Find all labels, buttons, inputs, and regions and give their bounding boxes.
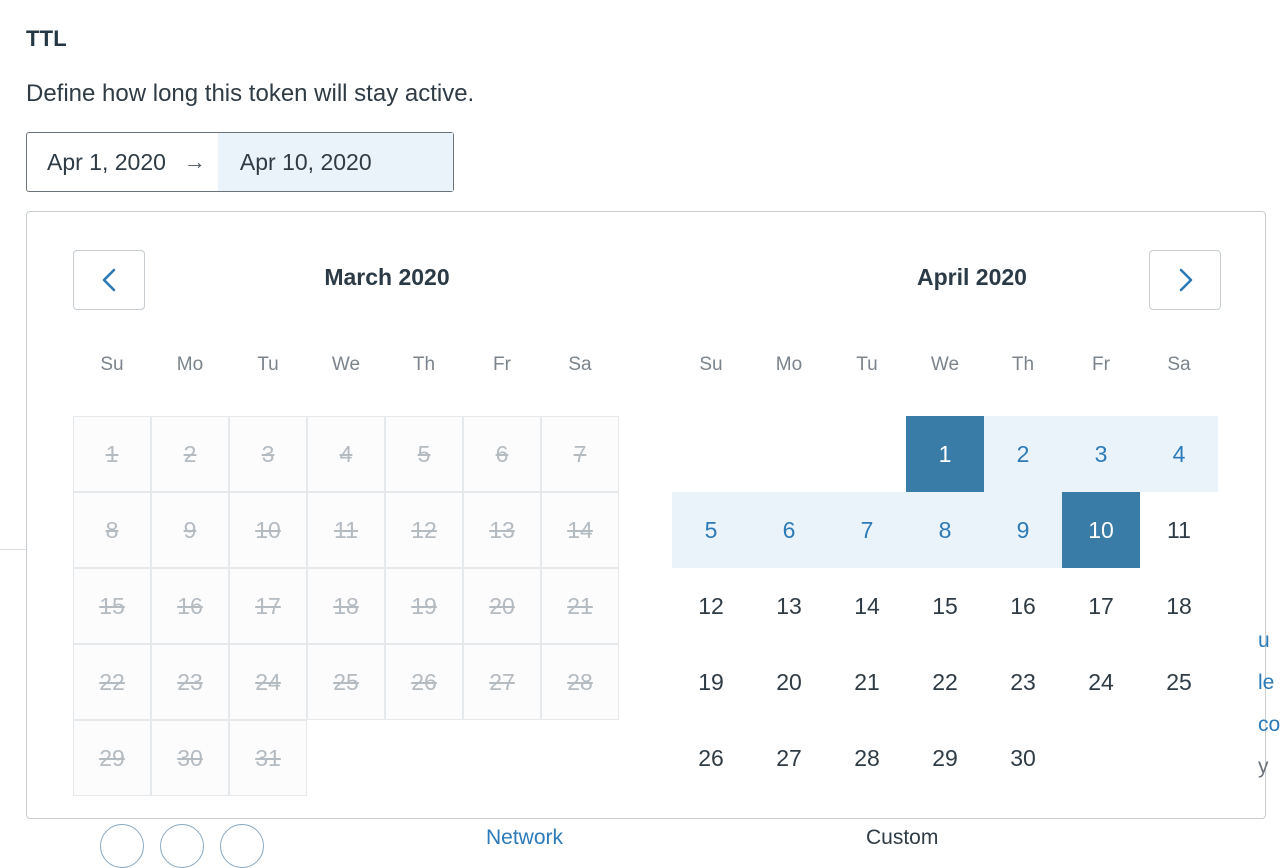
- day-cell: 29: [73, 720, 151, 796]
- background-right-column: [1258, 620, 1280, 820]
- day-cell: 2: [151, 416, 229, 492]
- background-bottom-link: Network: [486, 826, 564, 849]
- month-grid-left: [73, 340, 619, 796]
- day-cell-empty: [750, 416, 828, 492]
- day-cell[interactable]: 17: [1088, 592, 1114, 619]
- day-cell[interactable]: 2: [984, 416, 1062, 492]
- day-cell: 4: [307, 416, 385, 492]
- day-cell[interactable]: 26: [698, 744, 724, 771]
- day-cell[interactable]: 21: [854, 668, 880, 695]
- weekday-header: Tu: [856, 354, 878, 375]
- day-cell[interactable]: 11: [1167, 516, 1191, 543]
- day-cell[interactable]: 8: [906, 492, 984, 568]
- day-cell: 20: [463, 568, 541, 644]
- day-cell[interactable]: 22: [932, 668, 958, 695]
- page-title: TTL: [26, 26, 67, 51]
- day-cell[interactable]: 13: [776, 592, 802, 619]
- weekday-header: Mo: [176, 354, 204, 375]
- weekday-header: Fr: [493, 354, 511, 375]
- range-start-field[interactable]: Apr 1, 2020: [47, 148, 166, 175]
- day-cell[interactable]: 24: [1088, 668, 1114, 695]
- day-cell: 23: [151, 644, 229, 720]
- weekday-header: Sa: [1167, 354, 1191, 375]
- day-cell: 14: [541, 492, 619, 568]
- background-text-fragment: y: [1258, 755, 1269, 778]
- day-cell[interactable]: 27: [776, 744, 802, 771]
- day-cell[interactable]: 18: [1166, 592, 1192, 619]
- day-cell: 22: [73, 644, 151, 720]
- day-cell[interactable]: 6: [750, 492, 828, 568]
- background-pill: [160, 824, 204, 868]
- day-cell: 17: [229, 568, 307, 644]
- page-description: Define how long this token will stay active.: [26, 80, 475, 107]
- month-label-right: April 2020: [917, 264, 1027, 290]
- day-cell[interactable]: 30: [1010, 744, 1036, 771]
- weekday-header: Fr: [1092, 354, 1110, 375]
- day-cell: 9: [151, 492, 229, 568]
- day-cell[interactable]: 29: [932, 744, 958, 771]
- weekday-header: We: [331, 354, 361, 375]
- day-cell[interactable]: 7: [828, 492, 906, 568]
- day-cell[interactable]: 5: [672, 492, 750, 568]
- day-cell[interactable]: 9: [984, 492, 1062, 568]
- background-bottom-pills: [100, 824, 264, 868]
- day-cell: 5: [385, 416, 463, 492]
- day-cell: 13: [463, 492, 541, 568]
- background-text-fragment: co: [1258, 713, 1280, 736]
- day-cell: 21: [541, 568, 619, 644]
- day-cell: 25: [307, 644, 385, 720]
- day-cell[interactable]: 23: [1010, 668, 1036, 695]
- weekday-header: Su: [699, 354, 723, 375]
- chevron-left-icon: [100, 266, 118, 294]
- month-grid-right: [672, 340, 1218, 796]
- day-cell[interactable]: 12: [698, 592, 724, 619]
- day-cell[interactable]: 16: [1010, 592, 1036, 619]
- day-cell: 15: [73, 568, 151, 644]
- day-cell: 16: [151, 568, 229, 644]
- day-cell: 1: [73, 416, 151, 492]
- day-cell: 28: [541, 644, 619, 720]
- weekday-header: Sa: [568, 354, 592, 375]
- day-cell-empty: [672, 416, 750, 492]
- day-cell-empty: [828, 416, 906, 492]
- day-cell[interactable]: 20: [776, 668, 802, 695]
- background-pill: [100, 824, 144, 868]
- weekday-header: Tu: [257, 354, 279, 375]
- date-range-input[interactable]: [26, 132, 454, 192]
- range-end-field[interactable]: Apr 10, 2020: [218, 133, 453, 191]
- background-text-fragment: u: [1258, 629, 1270, 652]
- weekday-header: We: [930, 354, 960, 375]
- day-cell[interactable]: 14: [854, 592, 880, 619]
- day-cell[interactable]: 4: [1140, 416, 1218, 492]
- calendar-popover: [26, 211, 1266, 819]
- month-label-left: March 2020: [324, 264, 450, 290]
- day-cell: 19: [385, 568, 463, 644]
- day-cell[interactable]: 3: [1062, 416, 1140, 492]
- day-cell[interactable]: 15: [932, 592, 958, 619]
- day-cell: 3: [229, 416, 307, 492]
- day-cell[interactable]: 1: [906, 416, 984, 492]
- background-divider: [0, 549, 26, 550]
- weekday-header: Th: [412, 354, 436, 375]
- day-cell: 30: [151, 720, 229, 796]
- day-cell: 26: [385, 644, 463, 720]
- day-cell[interactable]: 25: [1166, 668, 1192, 695]
- prev-month-button[interactable]: [73, 250, 145, 310]
- day-cell: 10: [229, 492, 307, 568]
- background-text-fragment: le: [1258, 671, 1275, 694]
- day-cell: 7: [541, 416, 619, 492]
- day-cell: 27: [463, 644, 541, 720]
- weekday-header: Mo: [775, 354, 803, 375]
- background-pill: [220, 824, 264, 868]
- background-bottom-text: Custom: [866, 826, 939, 849]
- day-cell: 11: [307, 492, 385, 568]
- day-cell: 31: [229, 720, 307, 796]
- range-arrow-icon: →: [183, 149, 206, 174]
- weekday-header: Su: [100, 354, 124, 375]
- day-cell: 8: [73, 492, 151, 568]
- day-cell: 12: [385, 492, 463, 568]
- weekday-header: Th: [1011, 354, 1035, 375]
- day-cell: 18: [307, 568, 385, 644]
- day-cell: 24: [229, 644, 307, 720]
- day-cell[interactable]: 28: [854, 744, 880, 771]
- day-cell[interactable]: 19: [698, 668, 724, 695]
- day-cell[interactable]: 10: [1062, 492, 1140, 568]
- day-cell: 6: [463, 416, 541, 492]
